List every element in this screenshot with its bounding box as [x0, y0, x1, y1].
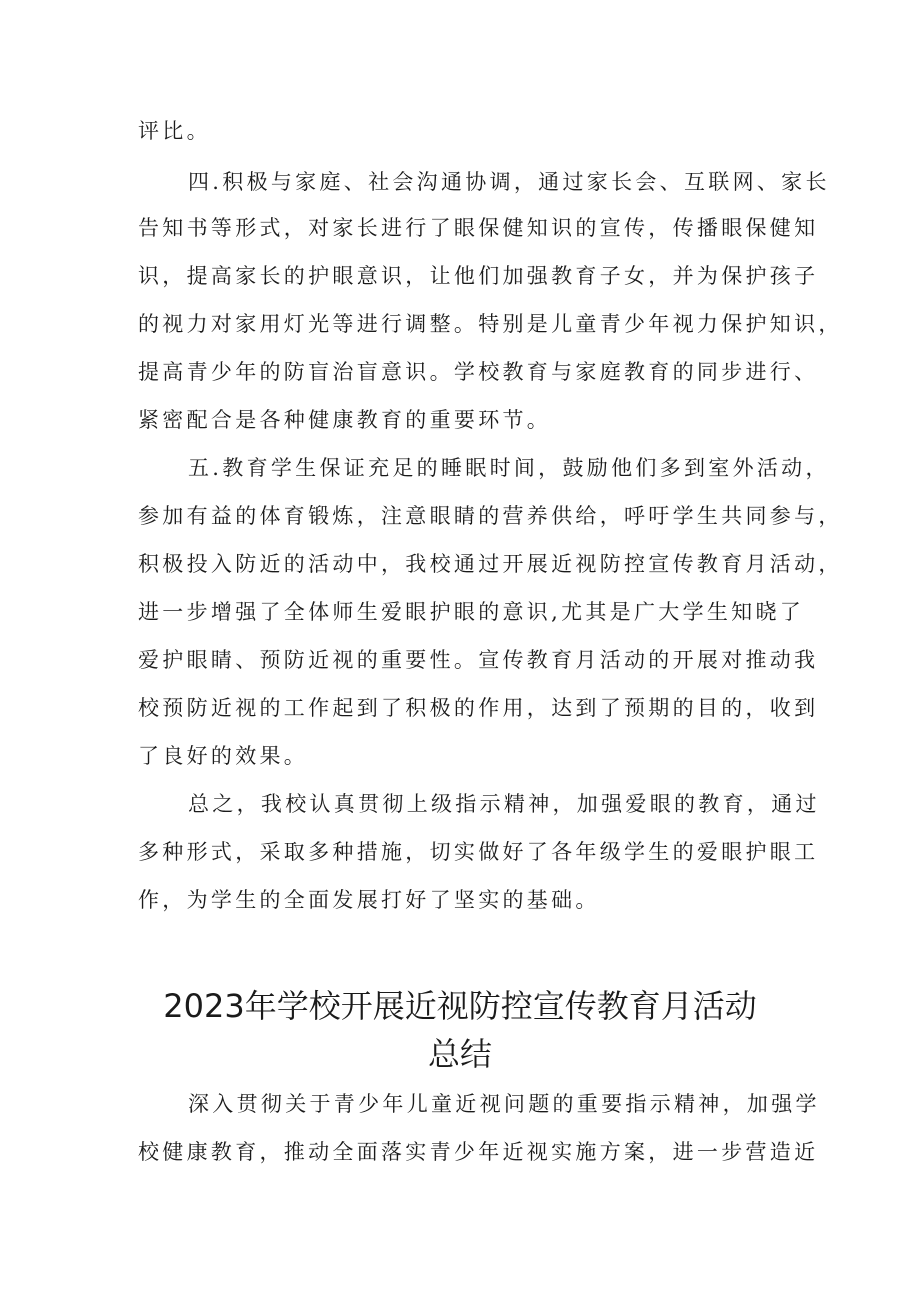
paragraph-line: 总之，我校认真贯彻上级指示精神，加强爱眼的教育，通过: [188, 792, 820, 816]
paragraph-line: 评比。: [138, 119, 211, 143]
paragraph-line: 进一步增强了全体师生爱眼护眼的意识,尤其是广大学生知晓了: [138, 600, 805, 624]
paragraph-line: 五.教育学生保证充足的睡眠时间，鼓励他们多到室外活动，: [188, 456, 830, 480]
paragraph-line: 四.积极与家庭、社会沟通协调，通过家长会、互联网、家长: [188, 170, 830, 194]
paragraph-line: 参加有益的体育锻炼，注意眼睛的营养供给，呼吁学生共同参与，: [138, 504, 843, 528]
paragraph-line: 多种形式，采取多种措施，切实做好了各年级学生的爱眼护眼工: [138, 840, 819, 864]
paragraph-line: 提高青少年的防盲治盲意识。学校教育与家庭教育的同步进行、: [138, 360, 819, 384]
paragraph-line: 了良好的效果。: [138, 744, 309, 768]
paragraph-line: 识，提高家长的护眼意识，让他们加强教育子女，并为保护孩子: [138, 264, 819, 288]
paragraph-line: 积极投入防近的活动中，我校通过开展近视防控宣传教育月活动，: [138, 552, 843, 576]
document-title-continued: 总结: [427, 1035, 492, 1073]
paragraph-line: 告知书等形式，对家长进行了眼保健知识的宣传，传播眼保健知: [138, 216, 819, 240]
paragraph-line: 的视力对家用灯光等进行调整。特别是儿童青少年视力保护知识，: [138, 312, 843, 336]
paragraph-line: 作，为学生的全面发展打好了坚实的基础。: [138, 888, 600, 912]
paragraph-line: 爱护眼睛、预防近视的重要性。宣传教育月活动的开展对推动我: [138, 648, 819, 672]
paragraph-line: 紧密配合是各种健康教育的重要环节。: [138, 408, 552, 432]
paragraph-line: 校预防近视的工作起到了积极的作用，达到了预期的目的，收到: [138, 696, 819, 720]
document-title: 2023年学校开展近视防控宣传教育月活动: [163, 987, 757, 1025]
paragraph-line: 深入贯彻关于青少年儿童近视问题的重要指示精神，加强学: [188, 1092, 820, 1116]
paragraph-line: 校健康教育，推动全面落实青少年近视实施方案，进一步营造近: [138, 1140, 819, 1164]
